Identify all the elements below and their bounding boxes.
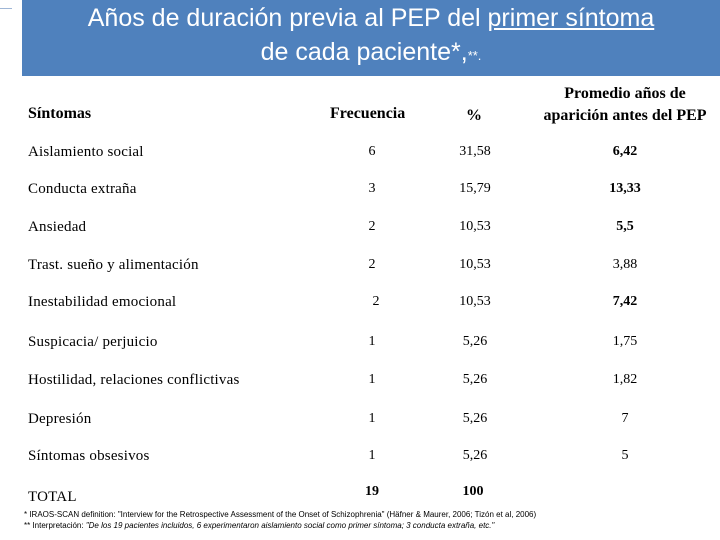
symptom-cell: Depresión: [28, 411, 92, 427]
average-cell: 1,82: [612, 372, 638, 387]
header-symptoms: Síntomas: [28, 105, 92, 122]
corner-rule: [0, 0, 12, 9]
header-frequency: Frecuencia: [330, 105, 406, 122]
percent-cell: 10,53: [459, 219, 491, 234]
average-cell: 5,5: [616, 219, 634, 234]
table-row: [0, 446, 720, 466]
symptom-cell: Ansiedad: [28, 219, 87, 235]
symptom-cell: Síntomas obsesivos: [28, 448, 150, 464]
frequency-cell: 2: [372, 294, 380, 309]
table-row: [0, 179, 720, 199]
percent-cell: 5,26: [462, 334, 488, 349]
frequency-cell: 6: [368, 144, 376, 159]
percent-cell: 10,53: [459, 257, 491, 272]
symptom-cell: Suspicacia/ perjuicio: [28, 334, 158, 350]
symptom-cell: Hostilidad, relaciones conflictivas: [28, 372, 240, 388]
average-cell: 1,75: [612, 334, 638, 349]
footnote-2: [24, 521, 494, 531]
header-average-line-1: Promedio años de: [564, 85, 686, 102]
table-row: [0, 332, 720, 352]
total-percent: 100: [462, 484, 484, 499]
average-cell: 13,33: [609, 181, 641, 196]
title-line-1: [22, 3, 720, 33]
frequency-cell: 1: [368, 334, 376, 349]
percent-cell: 10,53: [459, 294, 491, 309]
title-line-2-text: de cada paciente*,: [260, 38, 468, 66]
total-frequency: 19: [365, 484, 379, 499]
title-line-2-tail: **.: [467, 48, 482, 63]
total-label: TOTAL: [28, 489, 77, 505]
percent-cell: 5,26: [462, 448, 488, 463]
average-cell: 3,88: [612, 257, 638, 272]
frequency-cell: 1: [368, 372, 376, 387]
frequency-cell: 3: [368, 181, 376, 196]
average-cell: 7: [621, 411, 629, 426]
table-row: [0, 217, 720, 237]
title-banner: [22, 0, 720, 76]
footnote-2-prefix: ** Interpretación:: [24, 521, 86, 530]
header-percent: %: [466, 107, 482, 124]
footnote-1: * IRAOS-SCAN definition: "Interview for the Retrospective Assessment of the Onset of Schizophrenia" (Häfner & Maurer, 2006; Tizón et al, 2006): [24, 510, 537, 519]
symptom-cell: Inestabilidad emocional: [28, 294, 177, 310]
title-line-1-text: Años de duración previa al PEP del: [87, 4, 488, 32]
footnote-2-quote: "De los 19 pacientes incluidos, 6 experimentaron aislamiento social como primer síntoma; 3 conducta extraña, etc.": [85, 521, 495, 530]
percent-cell: 31,58: [459, 144, 491, 159]
percent-cell: 5,26: [462, 372, 488, 387]
title-line-2: [22, 37, 720, 71]
frequency-cell: 2: [368, 219, 376, 234]
header-average: [530, 83, 720, 127]
title-underlined-text: primer síntoma: [487, 4, 655, 32]
percent-cell: 5,26: [462, 411, 488, 426]
frequency-cell: 1: [368, 411, 376, 426]
percent-cell: 15,79: [459, 181, 491, 196]
symptom-cell: Aislamiento social: [28, 144, 144, 160]
table-row: [0, 255, 720, 275]
frequency-cell: 2: [368, 257, 376, 272]
table-row: [0, 142, 720, 162]
total-row: [0, 484, 720, 504]
symptom-cell: Conducta extraña: [28, 181, 137, 197]
average-cell: 6,42: [612, 144, 638, 159]
average-cell: 5: [621, 448, 629, 463]
table-row: [0, 292, 720, 312]
average-cell: 7,42: [612, 294, 638, 309]
symptom-cell: Trast. sueño y alimentación: [28, 257, 199, 273]
header-average-line-2: aparición antes del PEP: [543, 107, 707, 124]
table-row: [0, 370, 720, 390]
table-row: [0, 409, 720, 429]
frequency-cell: 1: [368, 448, 376, 463]
